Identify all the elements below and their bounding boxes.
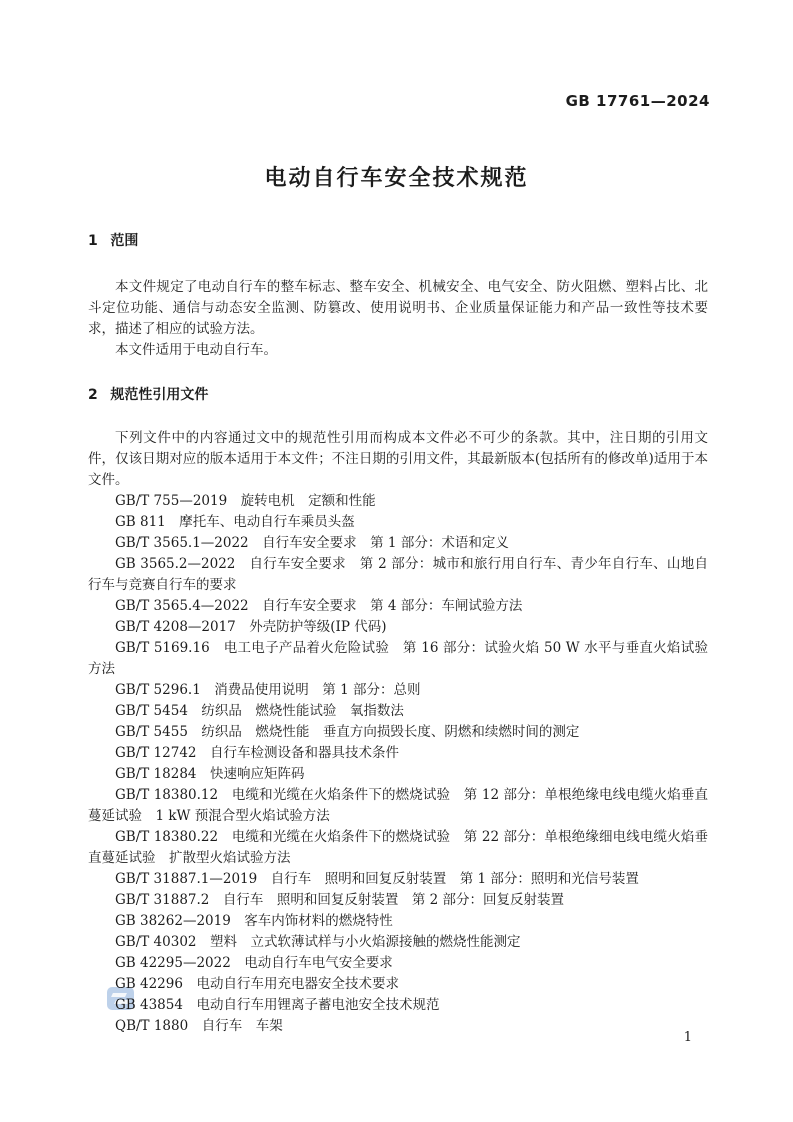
reference-item: GB/T 40302 塑料 立式软薄试样与小火焰源接触的燃烧性能测定 — [115, 934, 521, 950]
references-intro: 下列文件中的内容通过文中的规范性引用而构成本文件必不可少的条款。其中，注日期的引用文件，仅该日期对应的版本适用于本文件；不注日期的引用文件，其最新版本(包括所有的修改单)适用于本文件。 — [88, 430, 708, 488]
reference-item: GB/T 3565.4—2022 自行车安全要求 第 4 部分：车闸试验方法 — [115, 598, 523, 614]
reference-item: GB/T 18380.12 电缆和光缆在火焰条件下的燃烧试验 第 12 部分：单根绝缘电线电缆火焰垂直蔓延试验 1 kW 预混合型火焰试验方法 — [88, 787, 708, 824]
reference-item: GB 43854 电动自行车用锂离子蓄电池安全技术规范 — [115, 997, 440, 1013]
reference-item: GB/T 4208—2017 外壳防护等级(IP 代码) — [115, 619, 387, 635]
section-2-heading — [88, 385, 708, 406]
reference-item: GB/T 31887.2 自行车 照明和回复反射装置 第 2 部分：回复反射装置 — [115, 892, 565, 908]
scope-paragraph-1: 本文件规定了电动自行车的整车标志、整车安全、机械安全、电气安全、防火阻燃、塑料占比、北斗定位功能、通信与动态安全监测、防篡改、使用说明书、企业质量保证能力和产品一致性等技术要求，描述了相应的试验方法。 — [88, 279, 708, 337]
reference-item: QB/T 1880 自行车 车架 — [115, 1018, 283, 1034]
reference-item: GB 38262—2019 客车内饰材料的燃烧特性 — [115, 913, 393, 929]
reference-item: GB 42295—2022 电动自行车电气安全要求 — [115, 955, 393, 971]
reference-item: GB/T 755—2019 旋转电机 定额和性能 — [115, 493, 376, 509]
document-title: 电动自行车安全技术规范 — [264, 166, 529, 191]
reference-item: GB 42296 电动自行车用充电器安全技术要求 — [115, 976, 399, 992]
section-1-number: 1 — [88, 233, 98, 249]
section-2-title: 规范性引用文件 — [110, 387, 209, 403]
section-2-number: 2 — [88, 387, 98, 403]
reference-item: GB/T 5296.1 消费品使用说明 第 1 部分：总则 — [115, 682, 421, 698]
reference-item: GB/T 5169.16 电工电子产品着火危险试验 第 16 部分：试验火焰 50 W 水平与垂直火焰试验方法 — [88, 640, 708, 677]
reference-item: GB/T 5455 纺织品 燃烧性能 垂直方向损毁长度、阴燃和续燃时间的测定 — [115, 724, 580, 740]
reference-item: GB/T 18284 快速响应矩阵码 — [115, 766, 305, 782]
reference-item: GB/T 12742 自行车检测设备和器具技术条件 — [115, 745, 399, 761]
reference-item: GB/T 5454 纺织品 燃烧性能试验 氧指数法 — [115, 703, 404, 719]
section-1-title: 范围 — [110, 233, 139, 249]
reference-item: GB/T 18380.22 电缆和光缆在火焰条件下的燃烧试验 第 22 部分：单根绝缘细电线电缆火焰垂直蔓延试验 扩散型火焰试验方法 — [88, 829, 708, 866]
reference-item: GB/T 31887.1—2019 自行车 照明和回复反射装置 第 1 部分：照明和光信号装置 — [115, 871, 639, 887]
reference-item: GB/T 3565.1—2022 自行车安全要求 第 1 部分：术语和定义 — [115, 535, 509, 551]
standard-code: GB 17761—2024 — [565, 92, 710, 110]
reference-item: GB 3565.2—2022 自行车安全要求 第 2 部分：城市和旅行用自行车、青少年自行车、山地自行车与竞赛自行车的要求 — [88, 556, 708, 593]
page-number: 1 — [683, 1030, 692, 1045]
scope-paragraph-2: 本文件适用于电动自行车。 — [115, 342, 277, 358]
page-content — [88, 231, 708, 1037]
section-1-heading — [88, 231, 708, 252]
reference-item: GB 811 摩托车、电动自行车乘员头盔 — [115, 514, 355, 530]
